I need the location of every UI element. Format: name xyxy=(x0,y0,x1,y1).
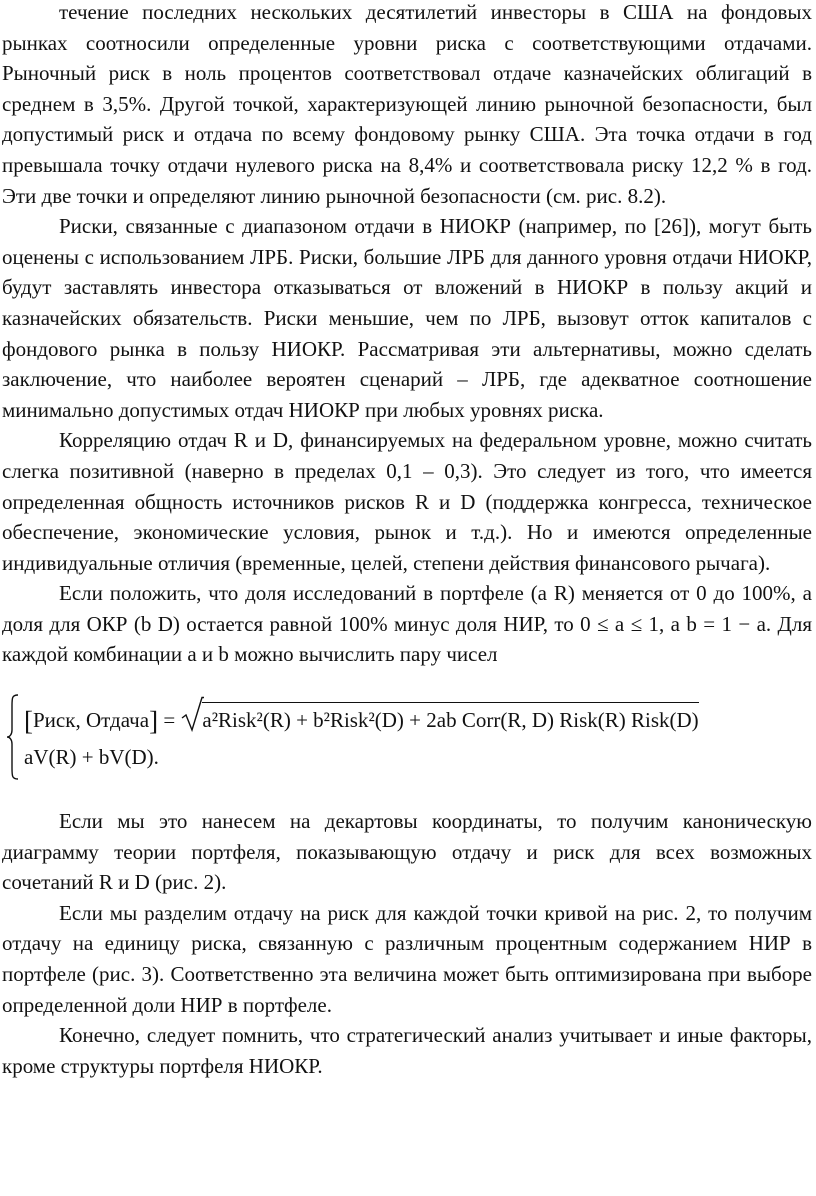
formula-line-1: [Риск, Отдача] = a²Risk²(R) + b²Risk²(D) + 2ab Corr(R, D) Risk(R) Risk(D) xyxy=(24,702,699,737)
paragraph-market-line: течение последних нескольких десятилетий инвесторы в США на фондовых рынках соотносили определенные уровни риска с соответствующими отдачами. Рыночный риск в ноль процентов соответствовал отдаче казначейских облигаций в среднем в 3,5%. Другой точкой, характеризующей линию рыночной безопасности, был допустимый риск и отдача по всему фондовому рынку США. Эта точка отдачи в год превышала точку отдачи нулевого риска на 8,4% и соответствовала риску 12,2 % в год. Эти две точки и определяют линию рыночной безопасности (см. рис. 8.2). xyxy=(2,0,812,208)
paragraph-correlation: Корреляцию отдач R и D, финансируемых на федеральном уровне, можно считать слегка позитивной (наверно в пределах 0,1 – 0,3). Это следует из того, что имеется определенная общность источников рисков R и D (поддержка конгресса, техническое обеспечение, экономические условия, рынок и т.д.). Но и имеются определенные индивидуальные отличия (временные, целей, степени действия финансового рычага). xyxy=(2,428,812,575)
left-brace xyxy=(6,694,20,780)
sqrt-sign-icon xyxy=(180,696,204,732)
paragraph-portfolio-share: Если положить, что доля исследований в портфеле (a R) меняется от 0 до 100%, а доля для ОКР (b D) остается равной 100% минус доля НИР, то 0 ≤ a ≤ 1, a b = 1 − a. Для каждой комбинации a и b можно вычислить пару чисел xyxy=(2,581,812,667)
formula-rhs: a²Risk²(R) + b²Risk²(D) + 2ab Corr(R, D) Risk(R) Risk(D) xyxy=(202,702,698,736)
risk-return-formula xyxy=(2,674,812,802)
paragraph-cartesian: Если мы это нанесем на декартовы координаты, то получим каноническую диаграмму теории портфеля, показывающую отдачу и риск для всех возможных сочетаний R и D (рис. 2). xyxy=(2,809,812,895)
paragraph-return-per-risk: Если мы разделим отдачу на риск для каждой точки кривой на рис. 2, то получим отдачу на единицу риска, связанную с различным процентным содержанием НИР в портфеле (рис. 3). Соответственно эта величина может быть оптимизирована при выборе определенной доли НИР в портфеле. xyxy=(2,900,812,1017)
formula-lhs: Риск, Отдача xyxy=(33,708,150,733)
formula-line-2: aV(R) + bV(D). xyxy=(24,745,159,770)
paragraph-strategic-analysis: Конечно, следует помнить, что стратегический анализ учитывает и иные факторы, кроме структуры портфеля НИОКР. xyxy=(2,1023,812,1078)
square-root xyxy=(180,702,698,736)
paragraph-rnd-risks: Риски, связанные с диапазоном отдачи в НИОКР (например, по [26]), могут быть оценены с использованием ЛРБ. Риски, большие ЛРБ для данного уровня отдачи НИОКР, будут заставлять инвестора отказываться от вложений в НИОКР в пользу акций и казначейских обязательств. Риски меньшие, чем по ЛРБ, вызовут отток капиталов с фондового рынка в пользу НИОКР. Рассматривая эти альтернативы, можно сделать заключение, что наиболее вероятен сценарий – ЛРБ, где адекватное соотношение минимально допустимых отдач НИОКР при любых уровнях риска. xyxy=(2,214,812,422)
